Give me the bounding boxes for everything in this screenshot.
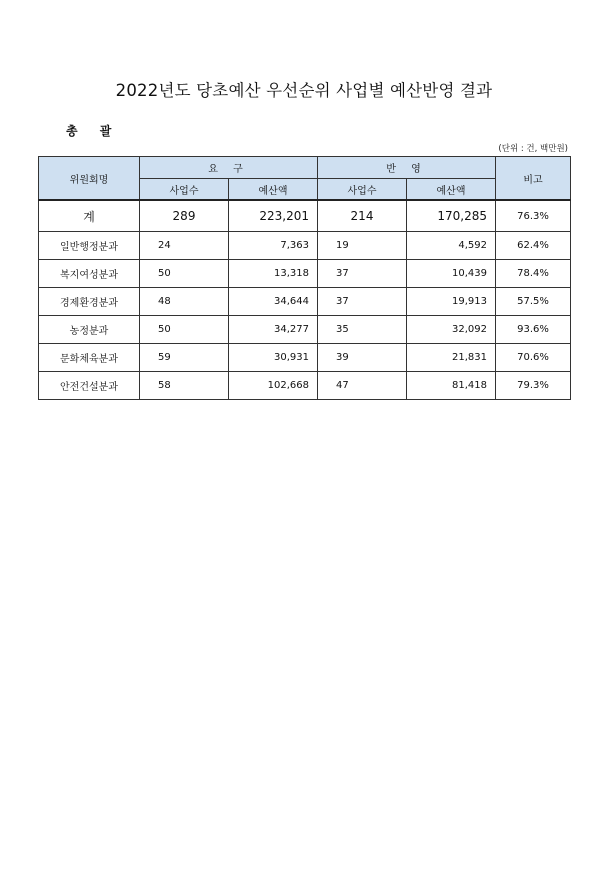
header-committee: 위원회명 — [39, 157, 140, 201]
row-request-count: 50 — [140, 316, 229, 344]
row-request-amount: 102,668 — [229, 372, 318, 400]
table-row-total — [39, 200, 571, 232]
header-note: 비고 — [496, 157, 571, 201]
row-committee: 경제환경분과 — [39, 288, 140, 316]
row-committee: 안전건설분과 — [39, 372, 140, 400]
row-reflect-amount: 81,418 — [407, 372, 496, 400]
unit-note: (단위 : 건, 백만원) — [498, 144, 568, 154]
row-reflect-count: 35 — [318, 316, 407, 344]
header-request: 요 구 — [140, 157, 318, 179]
row-committee: 문화체육분과 — [39, 344, 140, 372]
row-reflect-amount: 10,439 — [407, 260, 496, 288]
total-reflect-count: 214 — [318, 200, 407, 232]
row-reflect-count: 47 — [318, 372, 407, 400]
header-reflect-count: 사업수 — [318, 179, 407, 201]
table-row — [39, 372, 571, 400]
budget-summary-table — [38, 156, 571, 400]
total-request-amount: 223,201 — [229, 200, 318, 232]
row-committee: 일반행정분과 — [39, 232, 140, 260]
row-note: 79.3% — [496, 372, 571, 400]
table-row — [39, 344, 571, 372]
row-request-amount: 34,277 — [229, 316, 318, 344]
row-reflect-amount: 4,592 — [407, 232, 496, 260]
row-reflect-amount: 21,831 — [407, 344, 496, 372]
section-label: 총 괄 — [66, 124, 112, 138]
row-request-count: 50 — [140, 260, 229, 288]
total-request-count: 289 — [140, 200, 229, 232]
row-note: 70.6% — [496, 344, 571, 372]
total-reflect-amount: 170,285 — [407, 200, 496, 232]
table-row — [39, 232, 571, 260]
row-note: 93.6% — [496, 316, 571, 344]
row-note: 57.5% — [496, 288, 571, 316]
row-note: 78.4% — [496, 260, 571, 288]
row-request-count: 59 — [140, 344, 229, 372]
row-request-count: 48 — [140, 288, 229, 316]
row-committee: 복지여성분과 — [39, 260, 140, 288]
total-note: 76.3% — [496, 200, 571, 232]
row-request-count: 58 — [140, 372, 229, 400]
table-row — [39, 260, 571, 288]
row-request-amount: 30,931 — [229, 344, 318, 372]
header-request-count: 사업수 — [140, 179, 229, 201]
row-request-amount: 7,363 — [229, 232, 318, 260]
document-title: 2022년도 당초예산 우선순위 사업별 예산반영 결과 — [115, 81, 493, 100]
row-request-amount: 34,644 — [229, 288, 318, 316]
total-label: 계 — [39, 200, 140, 232]
row-reflect-count: 37 — [318, 260, 407, 288]
row-request-count: 24 — [140, 232, 229, 260]
table-row — [39, 288, 571, 316]
header-request-amount: 예산액 — [229, 179, 318, 201]
header-reflect: 반 영 — [318, 157, 496, 179]
row-reflect-count: 19 — [318, 232, 407, 260]
row-reflect-count: 39 — [318, 344, 407, 372]
row-request-amount: 13,318 — [229, 260, 318, 288]
header-reflect-amount: 예산액 — [407, 179, 496, 201]
row-note: 62.4% — [496, 232, 571, 260]
row-reflect-amount: 19,913 — [407, 288, 496, 316]
table-row — [39, 316, 571, 344]
row-reflect-count: 37 — [318, 288, 407, 316]
row-committee: 농정분과 — [39, 316, 140, 344]
row-reflect-amount: 32,092 — [407, 316, 496, 344]
